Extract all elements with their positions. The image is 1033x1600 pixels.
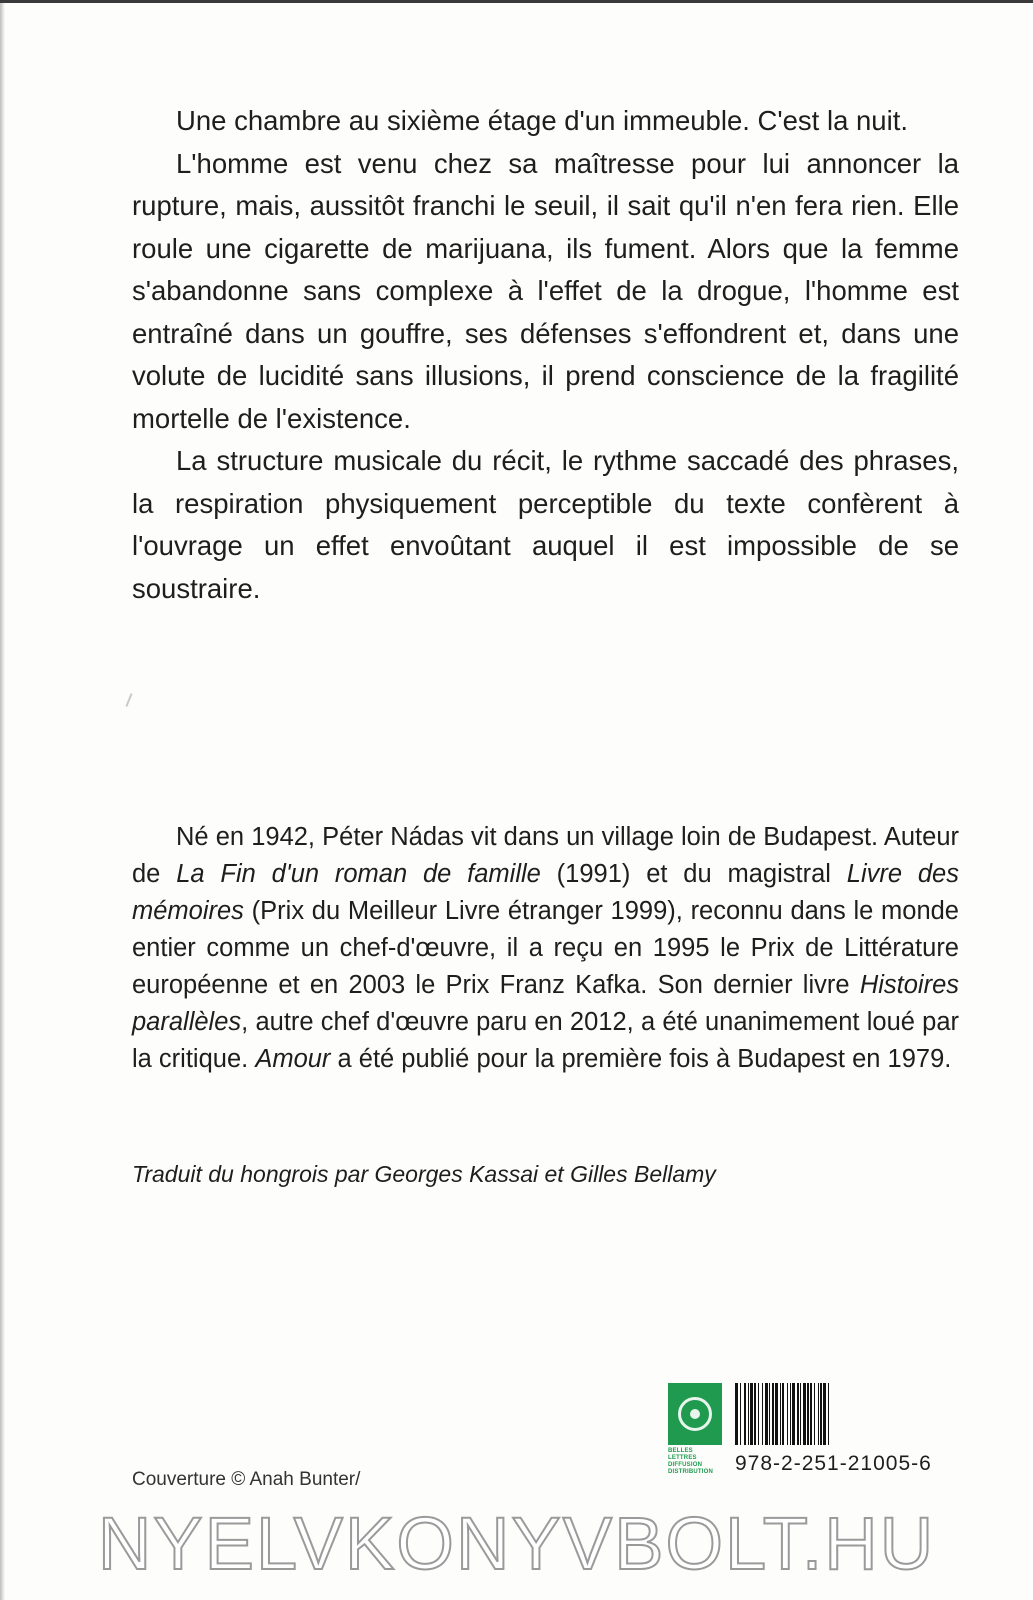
watermark: NYELVKONYVBOLT.HU — [97, 1502, 936, 1585]
bio-title-1: La Fin d'un roman de famille — [176, 860, 541, 888]
bio-text-3: (Prix du Meilleur Livre étranger 1999), reconnu dans le monde entier comme un chef-d'œuvre, il a reçu en 1995 le Prix de Littérature européenne et en 2003 le Prix Franz Kafka. Son dernier livre — [132, 897, 959, 999]
cover-credit: Couverture © Anah Bunter/ — [132, 1469, 361, 1490]
bio-text-5: a été publié pour la première fois à Budapest en 1979. — [330, 1045, 952, 1073]
translator-credit: Traduit du hongrois par Georges Kassai et Gilles Bellamy — [132, 1161, 716, 1187]
barcode-bar — [829, 1383, 831, 1445]
bio-title-3: Histoires parallèles — [132, 971, 959, 1036]
summary-paragraph-1: Une chambre au sixième étage d'un immeuble. C'est la nuit. — [176, 105, 908, 136]
summary-paragraph-2: L'homme est venu chez sa maîtresse pour lui annoncer la rupture, mais, aussitôt franchi le seuil, il sait qu'il n'en fera rien. Elle roule une cigarette de marijuana, ils fument. Alors que la femme s'abandonne sans complexe à l'effet de la drogue, l'homme est entraîné dans un gouffre, ses défenses s'effondrent et, dans une volute de lucidité sans illusions, il prend conscience de la fragilité mortelle de l'existence. — [132, 147, 959, 434]
bio-text-2: (1991) et du magistral — [540, 860, 847, 888]
author-bio-paragraph — [132, 819, 959, 1078]
author-bio — [132, 819, 959, 1078]
distributor-logo-icon — [668, 1383, 722, 1445]
isbn-barcode — [735, 1383, 959, 1445]
bio-text-4: , autre chef d'œuvre paru en 2012, a été unanimement loué par la critique. — [132, 1008, 959, 1073]
bio-text-1: Né en 1942, Péter Nádas vit dans un village loin de Budapest. Auteur de — [132, 823, 959, 888]
paper-speck — [125, 693, 132, 707]
summary-text — [132, 100, 959, 610]
distributor-logo — [668, 1383, 722, 1479]
distributor-logo-text: BELLES LETTRES DIFFUSION DISTRIBUTION — [668, 1448, 714, 1475]
summary-paragraph-3: La structure musicale du récit, le rythme saccadé des phrases, la respiration physiquement perceptible du texte confèrent à l'ouvrage un effet envoûtant auquel il est impossible de se soustraire. — [132, 445, 959, 604]
isbn-number: 978-2-251-21005-6 — [735, 1452, 932, 1475]
bio-title-2: Livre des mémoires — [132, 860, 959, 925]
bio-title-4: Amour — [255, 1045, 331, 1073]
